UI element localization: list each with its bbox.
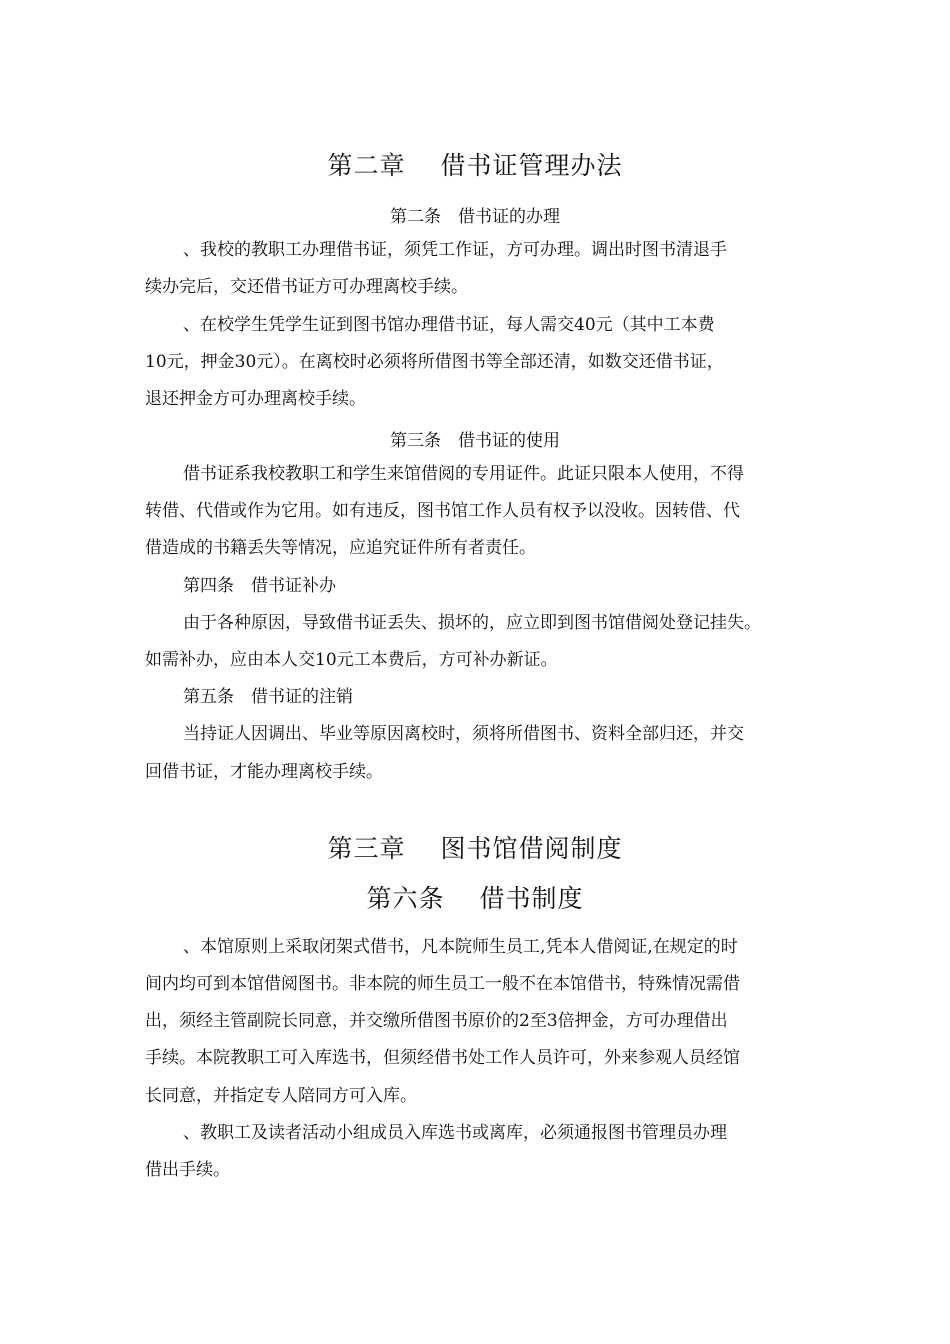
paragraph-line: 当持证人因调出、毕业等原因离校时，须将所借图书、资料全部归还，并交: [183, 724, 744, 744]
paragraph-line: 、在校学生凭学生证到图书馆办理借书证，每人需交40元（其中工本费: [183, 315, 715, 335]
paragraph-line: 由于各种原因，导致借书证丢失、损坏的，应立即到图书馆借阅处登记挂失。: [183, 613, 761, 633]
paragraph-line: 借出手续。: [145, 1160, 230, 1180]
article-3-title: 第三条 借书证的使用: [390, 431, 560, 451]
article-2-title: 第二条 借书证的办理: [390, 207, 560, 227]
paragraph-line: 转借、代借或作为它用。如有违反，图书馆工作人员有权予以没收。因转借、代: [145, 501, 740, 521]
paragraph-line: 长同意，并指定专人陪同方可入库。: [145, 1086, 417, 1106]
paragraph-line: 10元，押金30元）。在离校时必须将所借图书等全部还清，如数交还借书证，: [145, 352, 724, 372]
paragraph-line: 退还押金方可办理离校手续。: [145, 389, 366, 409]
paragraph-line: 出，须经主管副院长同意，并交缴所借图书原价的2至3倍押金，方可办理借出: [145, 1011, 728, 1031]
article-6-title: 第六条 借书制度: [366, 884, 584, 913]
paragraph-line: 、我校的教职工办理借书证，须凭工作证，方可办理。调出时图书清退手: [183, 240, 727, 260]
paragraph-line: 间内均可到本馆借阅图书。非本院的师生员工一般不在本馆借书，特殊情况需借: [145, 974, 740, 994]
paragraph-line: 借书证系我校教职工和学生来馆借阅的专用证件。此证只限本人使用，不得: [183, 464, 744, 484]
paragraph-line: 续办完后，交还借书证方可办理离校手续。: [145, 277, 468, 297]
paragraph-line: 、教职工及读者活动小组成员入库选书或离库，必须通报图书管理员办理: [183, 1123, 727, 1143]
chapter-3-title: 第三章 图书馆借阅制度: [327, 834, 623, 863]
chapter-2-title: 第二章 借书证管理办法: [327, 151, 623, 180]
paragraph-line: 回借书证，才能办理离校手续。: [145, 762, 383, 782]
paragraph-line: 如需补办，应由本人交10元工本费后，方可补办新证。: [145, 650, 558, 670]
paragraph-line: 借造成的书籍丢失等情况，应追究证件所有者责任。: [145, 538, 536, 558]
paragraph-line: 手续。本院教职工可入库选书，但须经借书处工作人员许可，外来参观人员经馆: [145, 1048, 740, 1068]
article-4-title: 第四条 借书证补办: [183, 576, 336, 596]
paragraph-line: 、本馆原则上采取闭架式借书，凡本院师生员工,凭本人借阅证,在规定的时: [183, 937, 738, 957]
article-5-title: 第五条 借书证的注销: [183, 687, 353, 707]
